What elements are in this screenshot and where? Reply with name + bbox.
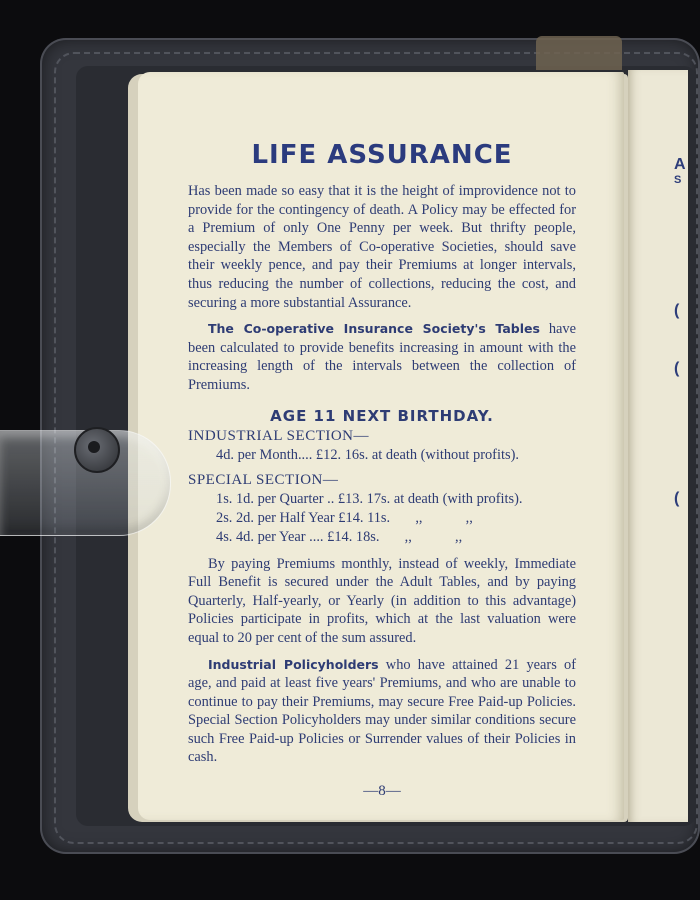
intro-paragraph: Has been made so easy that it is the height of improvidence not to provide for the contingency of death. A Policy may be effected for a Premium of only One Penny per week. But thrifty people, especially the Members of Co-operative Societies, should save their weekly pence, and pay their Premiums at longer intervals, thus reducing the number of collections, reducing the cost, and securing a more substantial Assurance. <box>188 183 576 311</box>
special-rate-year: 4s. 4d. per Year .... £14. 18s. ,, ,, <box>216 528 463 545</box>
special-row <box>188 528 576 547</box>
cover-tab <box>536 36 622 70</box>
special-rate-quarter: 1s. 1d. per Quarter .. £13. 17s. at death (with profits). <box>216 490 523 507</box>
page-title: LIFE ASSURANCE <box>251 140 513 170</box>
industrial-row <box>188 446 576 465</box>
holders-paragraph <box>188 656 576 768</box>
snap-button-center <box>88 441 100 453</box>
page-number: —8— <box>363 783 401 800</box>
facing-page-edge <box>628 70 688 822</box>
facing-page-fragment: ( <box>674 360 680 377</box>
tables-lead: The Co-operative Insurance Society's Tables <box>208 321 540 337</box>
age-heading: AGE 11 NEXT BIRTHDAY. <box>270 406 494 425</box>
tables-text: have been calculated to provide benefits increasing in amount with the increasing length of the intervals between the collection of Premiums. <box>188 321 577 393</box>
page-text <box>188 140 576 800</box>
paying-paragraph: By paying Premiums monthly, instead of weekly, Immediate Full Benefit is secured under the Adult Tables, and by paying Quarterly, Half-yearly, or Yearly (in addition to this advantage) Policies participate in profits, which at the last valuation were equal to 20 per cent of the sum assured. <box>188 555 576 646</box>
special-row <box>188 490 576 509</box>
holders-lead: Industrial Policyholders <box>208 656 379 672</box>
special-heading: SPECIAL SECTION— <box>188 471 339 488</box>
industrial-rate: 4d. per Month.... £12. 16s. at death (without profits). <box>216 446 519 463</box>
tables-paragraph <box>188 320 576 394</box>
special-row <box>188 509 576 528</box>
show-through-ghost <box>240 120 540 142</box>
facing-page-fragment: ( <box>674 302 680 319</box>
facing-page-fragment: A <box>674 156 686 173</box>
facing-page-fragment: S <box>674 174 682 186</box>
holders-text: who have attained 21 years of age, and paid at least five years' Premiums, and who are unable to continue to pay their Premiums, may secure Free Paid-up Policies. Special Section Policyholders may under similar conditions secure such Free Paid-up Policies or Surrender values of their Policies in cash. <box>188 656 576 766</box>
industrial-heading: INDUSTRIAL SECTION— <box>188 427 370 444</box>
special-rate-half-year: 2s. 2d. per Half Year £14. 11s. ,, ,, <box>216 509 473 526</box>
facing-page-fragment: ( <box>674 490 680 507</box>
